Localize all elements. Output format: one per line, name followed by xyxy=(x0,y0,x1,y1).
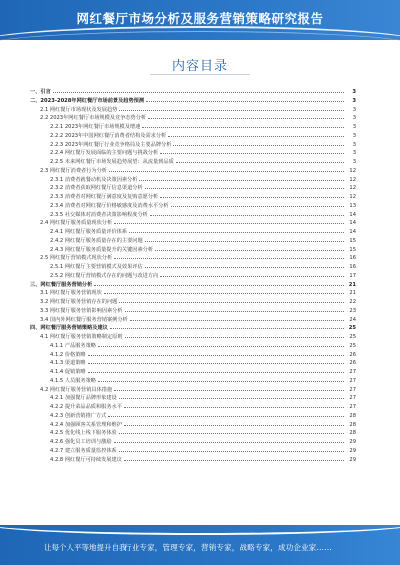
toc-entry[interactable] xyxy=(30,446,356,455)
toc-entry-title: 4.2.7 建立服务质量监控体系 xyxy=(50,447,117,454)
toc-leader-dots xyxy=(168,131,344,137)
toc-entry[interactable] xyxy=(30,315,356,324)
toc-entry-title: 3.2 网红餐厅服务营销存在的问题 xyxy=(40,299,118,305)
footer-tagline: 行业专家，管理专家，营销专家，战略专家，成功企业家…… xyxy=(124,543,332,552)
toc-entry[interactable] xyxy=(30,332,356,341)
toc-entry-page: 26 xyxy=(349,351,356,358)
toc-leader-dots xyxy=(119,297,344,303)
toc-leader-dots xyxy=(160,271,344,277)
toc-entry-title: 2.3.5 社交媒体对消费者决策影响程度分析 xyxy=(50,211,148,218)
report-title: 网红餐厅市场分析及服务营销策略研究报告 xyxy=(76,11,324,26)
toc-entry-page: 12 xyxy=(349,185,356,192)
toc-leader-dots xyxy=(130,315,344,321)
toc-leader-dots xyxy=(94,280,344,286)
toc-entry-page: 17 xyxy=(349,272,356,279)
toc-entry-page: 28 xyxy=(349,421,356,428)
toc-entry[interactable] xyxy=(30,253,356,262)
toc-entry-title: 2.3.3 消费者对网红餐厅满意度及复购意愿分析 xyxy=(50,194,159,200)
footer-slogan: 让每个人平等地提升自我 xyxy=(44,543,127,552)
toc-entry[interactable] xyxy=(30,140,356,149)
toc-entry-page: 27 xyxy=(349,386,356,393)
toc-entry-title: 4.2.8 网红餐厅可持续发展建议 xyxy=(50,456,122,463)
toc-leader-dots xyxy=(114,253,344,259)
toc-leader-dots xyxy=(88,367,344,373)
toc-entry[interactable] xyxy=(30,157,356,166)
toc-entry[interactable] xyxy=(30,323,356,332)
toc-heading: 内容目录 xyxy=(171,59,228,74)
page-footer xyxy=(0,525,400,565)
toc-entry-page: 27 xyxy=(349,395,356,402)
toc-entry-page: 15 xyxy=(349,246,356,253)
table-of-contents xyxy=(30,87,356,463)
toc-entry-title: 4.2.3 创新营销推广方式 xyxy=(50,412,107,419)
toc-entry-page: 3 xyxy=(352,141,356,148)
toc-leader-dots xyxy=(176,157,344,163)
toc-entry-page: 14 xyxy=(349,211,356,218)
toc-entry[interactable] xyxy=(30,350,356,359)
toc-entry-title: 4.1.1 产品服务策略 xyxy=(50,342,96,349)
toc-entry-page: 21 xyxy=(348,281,356,288)
toc-entry-page: 3 xyxy=(352,106,356,113)
toc-entry[interactable] xyxy=(30,437,356,446)
toc-entry-title: 2.4.3 网红餐厅服务质量提升的关键因素分析 xyxy=(50,246,154,253)
toc-entry-title: 4.2.4 加强顾客关系管理和维护 xyxy=(50,421,122,428)
toc-leader-dots xyxy=(114,437,344,443)
toc-leader-dots xyxy=(88,358,344,364)
toc-entry-title: 4.2.5 优化线上线下服务体验 xyxy=(50,430,117,437)
toc-entry-title: 三、网红餐厅服务营销分析 xyxy=(30,281,93,288)
toc-leader-dots xyxy=(119,446,344,452)
toc-entry[interactable] xyxy=(30,297,356,306)
toc-entry-page: 25 xyxy=(348,325,356,332)
toc-entry-title: 4.1.2 价格策略 xyxy=(50,351,86,358)
toc-leader-dots xyxy=(114,385,344,391)
toc-entry-title: 2.3.2 消费者获取网红餐厅信息渠道分析 xyxy=(50,185,143,192)
toc-entry[interactable] xyxy=(30,96,356,105)
toc-entry-page: 3 xyxy=(352,89,356,95)
toc-entry-page: 21 xyxy=(349,290,356,297)
toc-entry-title: 3.3 网红餐厅服务营销影响因素分析 xyxy=(40,307,123,314)
toc-leader-dots xyxy=(146,96,344,102)
toc-leader-dots xyxy=(104,288,344,294)
toc-leader-dots xyxy=(53,87,344,93)
toc-entry[interactable] xyxy=(30,105,356,114)
toc-entry-title: 4.1.3 渠道策略 xyxy=(50,360,86,367)
toc-entry-title: 2.4.2 网红餐厅服务质量存在的主要问题 xyxy=(50,237,143,244)
toc-entry-page: 3 xyxy=(352,115,356,122)
toc-leader-dots xyxy=(150,210,344,216)
toc-entry[interactable] xyxy=(30,183,356,192)
toc-entry-title: 2.3.4 消费者对网红餐厅价格敏感度及消费水平分析 xyxy=(50,202,169,209)
toc-entry-title: 2.2.5 未来网红餐厅市场发展趋势展望：从流量到品质 xyxy=(50,159,174,165)
toc-entry-page: 14 xyxy=(349,229,356,235)
toc-entry-page: 23 xyxy=(349,307,356,314)
toc-entry-page: 28 xyxy=(349,430,356,437)
toc-entry[interactable] xyxy=(30,227,356,236)
toc-entry[interactable] xyxy=(30,148,356,157)
toc-entry-page: 22 xyxy=(349,299,356,305)
toc-leader-dots xyxy=(98,341,344,347)
toc-entry-title: 2.5.2 网红餐厅营销模式存在的问题与改进方向 xyxy=(50,272,159,279)
toc-entry[interactable] xyxy=(30,306,356,315)
toc-entry[interactable] xyxy=(30,245,356,254)
toc-entry-title: 2.3.1 消费者就餐动机及决策因素分析 xyxy=(50,176,138,183)
toc-entry-page: 16 xyxy=(349,255,356,262)
toc-leader-dots xyxy=(98,376,344,382)
toc-entry-page: 26 xyxy=(349,360,356,367)
toc-entry-page: 24 xyxy=(349,316,356,323)
toc-entry[interactable] xyxy=(30,288,356,297)
toc-entry[interactable] xyxy=(30,280,356,289)
toc-entry-page: 13 xyxy=(349,202,356,209)
toc-leader-dots xyxy=(145,262,344,268)
toc-leader-dots xyxy=(142,122,344,128)
toc-leader-dots xyxy=(155,245,344,251)
toc-entry-title: 二、2023-2028年网红餐厅市场前景及趋势预测 xyxy=(30,97,145,104)
toc-entry[interactable] xyxy=(30,455,356,464)
toc-entry-page: 29 xyxy=(349,456,356,463)
toc-entry[interactable] xyxy=(30,201,356,210)
toc-entry-page: 3 xyxy=(352,150,356,157)
toc-entry[interactable] xyxy=(30,271,356,280)
toc-entry-title: 一、引言 xyxy=(30,89,51,95)
toc-entry[interactable] xyxy=(30,236,356,245)
toc-entry[interactable] xyxy=(30,420,356,429)
toc-entry[interactable] xyxy=(30,262,356,271)
toc-entry-page: 3 xyxy=(352,132,356,139)
toc-leader-dots xyxy=(109,166,344,172)
toc-leader-dots xyxy=(124,402,344,408)
toc-entry-page: 27 xyxy=(349,369,356,375)
toc-entry-page: 12 xyxy=(349,167,356,174)
toc-leader-dots xyxy=(119,428,344,434)
toc-leader-dots xyxy=(125,332,344,338)
toc-entry-title: 4.1 网红餐厅服务营销策略制定原则 xyxy=(40,334,123,340)
toc-leader-dots xyxy=(125,306,344,312)
toc-entry-title: 2.5 网红餐厅营销模式现状分析 xyxy=(40,255,113,262)
toc-leader-dots xyxy=(148,113,344,119)
toc-entry[interactable] xyxy=(30,218,356,227)
toc-entry-title: 4.1.4 促销策略 xyxy=(50,369,86,375)
toc-leader-dots xyxy=(119,393,344,399)
page-header xyxy=(0,0,400,40)
toc-entry[interactable] xyxy=(30,210,356,219)
toc-entry-title: 3.4 国内外网红餐厅服务营销案例分析 xyxy=(40,316,128,323)
toc-leader-dots xyxy=(108,411,344,417)
toc-entry-title: 2.2.4 网红餐厅发展面临的主要问题与挑战分析 xyxy=(50,150,159,157)
toc-entry-title: 2.1 网红餐厅市场现状及发展趋势 xyxy=(40,106,118,113)
toc-entry-page: 25 xyxy=(349,342,356,349)
toc-entry[interactable] xyxy=(30,393,356,402)
toc-entry[interactable] xyxy=(30,87,356,96)
toc-entry[interactable] xyxy=(30,428,356,437)
toc-entry[interactable] xyxy=(30,358,356,367)
toc-leader-dots xyxy=(160,192,344,198)
footer-decorative-arc xyxy=(0,511,400,535)
toc-entry-page: 15 xyxy=(349,237,356,244)
toc-leader-dots xyxy=(124,455,344,461)
toc-entry-page: 12 xyxy=(349,176,356,183)
toc-entry-page: 12 xyxy=(349,194,356,200)
toc-entry[interactable] xyxy=(30,411,356,420)
toc-leader-dots xyxy=(129,227,344,233)
toc-leader-dots xyxy=(119,105,344,111)
toc-entry-page: 14 xyxy=(349,220,356,227)
toc-entry[interactable] xyxy=(30,402,356,411)
toc-entry-page: 27 xyxy=(349,377,356,384)
toc-leader-dots xyxy=(114,218,344,224)
toc-leader-dots xyxy=(139,175,344,181)
toc-leader-dots xyxy=(145,236,344,242)
toc-heading-rule xyxy=(150,74,250,75)
toc-entry-title: 四、网红餐厅服务营销策略及建议 xyxy=(30,325,108,332)
toc-leader-dots xyxy=(160,148,344,154)
toc-entry[interactable] xyxy=(30,166,356,175)
toc-entry-page: 25 xyxy=(349,334,356,340)
toc-entry-title: 4.1.5 人员服务策略 xyxy=(50,377,96,384)
toc-entry-page: 3 xyxy=(352,159,356,165)
toc-entry-title: 2.2 2023年网红餐厅市场规模及竞争态势分析 xyxy=(40,115,147,122)
toc-entry-page: 29 xyxy=(349,447,356,454)
toc-entry-page: 27 xyxy=(349,404,356,410)
toc-entry[interactable] xyxy=(30,367,356,376)
toc-entry-title: 2.4.1 网红餐厅服务质量评价体系 xyxy=(50,229,128,235)
toc-leader-dots xyxy=(173,140,344,146)
toc-entry-title: 2.5.1 网红餐厅主要营销模式及效果评估 xyxy=(50,264,143,270)
toc-entry-page: 28 xyxy=(349,412,356,419)
toc-leader-dots xyxy=(110,323,344,329)
toc-entry[interactable] xyxy=(30,341,356,350)
toc-entry[interactable] xyxy=(30,175,356,184)
toc-entry-page: 29 xyxy=(349,439,356,445)
toc-entry-title: 2.3 网红餐厅消费者行为分析 xyxy=(40,167,107,174)
toc-entry-page: 3 xyxy=(352,124,356,130)
toc-entry[interactable] xyxy=(30,376,356,385)
toc-entry[interactable] xyxy=(30,192,356,201)
toc-entry-title: 4.2 网红餐厅服务营销具体措施 xyxy=(40,386,113,393)
toc-entry-page: 16 xyxy=(349,264,356,270)
toc-entry[interactable] xyxy=(30,122,356,131)
toc-leader-dots xyxy=(145,183,344,189)
toc-entry-title: 4.2.1 加强餐厅品牌形象建设 xyxy=(50,395,117,402)
toc-entry-title: 2.2.2 2023年中国网红餐厅消费者结构及需求分析 xyxy=(50,132,167,139)
toc-entry-title: 3.1 网红餐厅服务营销现状 xyxy=(40,290,102,297)
toc-entry[interactable] xyxy=(30,385,356,394)
toc-entry-title: 2.4 网红餐厅服务质量现状分析 xyxy=(40,220,113,227)
toc-entry-title: 4.2.2 提升菜品品质和服务水平 xyxy=(50,404,122,410)
toc-entry-title: 2.2.3 2023年网红餐厅行业竞争格局及主要品牌分析 xyxy=(50,141,172,148)
toc-entry[interactable] xyxy=(30,113,356,122)
toc-entry-page: 3 xyxy=(352,97,356,104)
toc-leader-dots xyxy=(88,350,344,356)
toc-entry-title: 2.2.1 2023年网红餐厅市场规模及增速 xyxy=(50,124,141,130)
toc-leader-dots xyxy=(124,420,344,426)
toc-leader-dots xyxy=(171,201,344,207)
toc-entry-title: 4.2.6 强化员工培训与激励 xyxy=(50,439,112,445)
toc-entry[interactable] xyxy=(30,131,356,140)
